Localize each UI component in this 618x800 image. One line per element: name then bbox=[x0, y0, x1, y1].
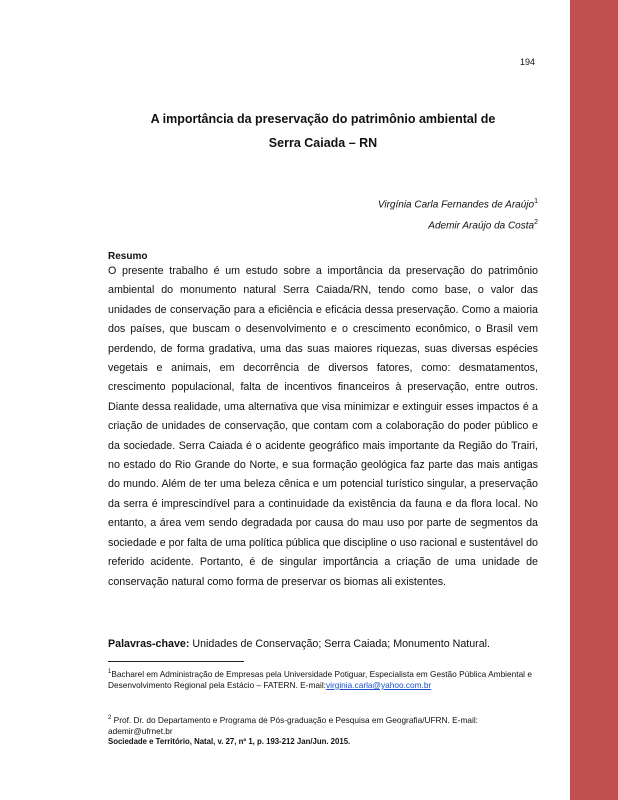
author-1-name: Virgínia Carla Fernandes de Araújo bbox=[377, 199, 535, 211]
author-1 bbox=[378, 193, 538, 214]
keywords-text: Unidades de Conservação; Serra Caiada; Monumento Natural. bbox=[192, 638, 491, 650]
author-1-note: 1 bbox=[534, 198, 538, 205]
footnote-2 bbox=[108, 713, 540, 737]
keywords-label: Palavras-chave: bbox=[108, 638, 190, 650]
abstract-body: O presente trabalho é um estudo sobre a importância da preservação do patrimônio ambiental do monumento natural Serra Caiada/RN, tendo como base, o valor das unidades de conservação para a eficiência e eficácia dessa preservação. Como a maioria dos países, que buscam o desenvolvimento e o crescimento econômico, o Brasil vem perdendo, de forma gradativa, uma das suas maiores riquezas, suas diversas espécies vegetais e animais, em decorrência de diversos fatores, como: desmatamentos, crescimento populacional, falta de incentivos financeiros à preservação, entre outros. Diante dessa realidade, uma alternativa que visa minimizar e extinguir esses impactos é a criação de unidades de conservação, que contam com a colaboração do poder público e da sociedade. Serra Caiada é o acidente geográfico mais importante da Região do Trairi, no estado do Rio Grande do Norte, e sua formação geológica faz parte das mais antigas do mundo. Além de ter uma beleza cênica e um potencial turístico singular, a preservação da serra é imprescindível para a continuidade da existência da fauna e da flora local. No entanto, a área vem sendo degradada por causa do mau uso por parte de segmentos da sociedade e por falta de uma política pública que discipline o uso racional e sustentável do referido acidente. Portanto, é de singular importância a criação de uma unidade de conservação natural como forma de preservar os biomas ali existentes. bbox=[108, 265, 538, 588]
footnote-1 bbox=[108, 667, 540, 691]
author-list bbox=[378, 193, 538, 236]
title-line-1: A importância da preservação do patrimônio ambiental de bbox=[150, 112, 496, 126]
page-number: 194 bbox=[520, 57, 536, 67]
footnote-separator bbox=[108, 661, 244, 662]
footnote-2-marker: 2 bbox=[108, 715, 112, 721]
abstract-heading: Resumo bbox=[108, 251, 148, 262]
paper-title bbox=[108, 107, 538, 155]
keywords bbox=[108, 635, 538, 654]
footnote-1-email-link[interactable]: virginia.carla@yahoo.com.br bbox=[325, 679, 432, 690]
author-2-note: 2 bbox=[534, 219, 538, 227]
author-2 bbox=[378, 214, 538, 235]
journal-citation: Sociedade e Território, Natal, v. 27, nº 1, p. 193-212 Jan/Jun. 2015. bbox=[108, 737, 351, 746]
side-color-band bbox=[570, 0, 618, 800]
title-line-2: Serra Caiada – RN bbox=[268, 136, 378, 150]
author-2-name: Ademir Araújo da Costa bbox=[428, 220, 535, 232]
footnote-1-marker: 1 bbox=[108, 669, 112, 675]
footnote-2-text: Prof. Dr. do Departamento e Programa de Pós-graduação e Pesquisa em Geografia/UFRN. E-mail: ademir@ufrnet.br bbox=[108, 714, 478, 736]
footnote-1-text: Bacharel em Administração de Empresas pela Universidade Potiguar, Especialista em Gestão Pública Ambiental e Desenvolvimento Regional pela Estácio – FATERN. E-mail: bbox=[108, 668, 532, 690]
